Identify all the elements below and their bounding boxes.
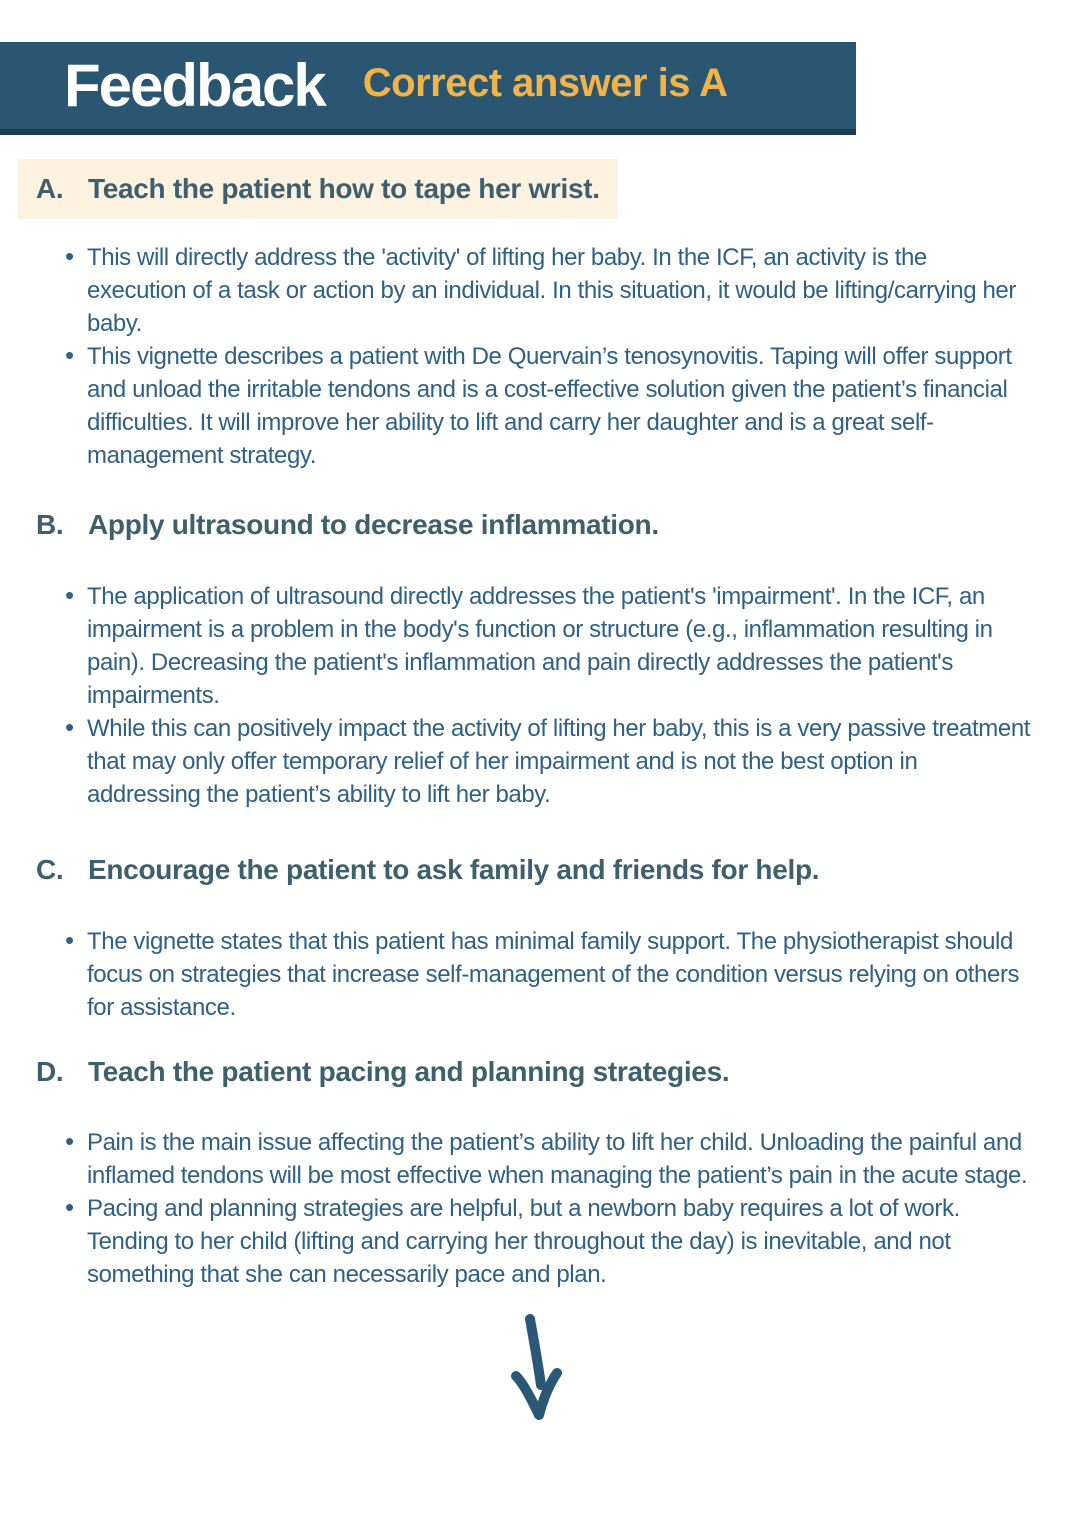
option-label: Encourage the patient to ask family and friends for help. xyxy=(88,854,820,885)
option-letter: B. xyxy=(36,509,64,540)
bullet-item: • This will directly address the 'activity' of lifting her baby. In the ICF, an activity is the execution of a task or action by an individual. In this situation, it would be lifting/carrying her baby. xyxy=(64,241,1032,340)
option-c-bullets xyxy=(64,925,1032,1024)
option-letter: C. xyxy=(36,854,64,885)
option-a-heading xyxy=(18,159,618,219)
option-letter: A. xyxy=(36,173,64,204)
option-c-section xyxy=(0,853,1080,1024)
bullet-item: • Pain is the main issue affecting the patient’s ability to lift her child. Unloading the painful and inflamed tendons will be most effective when managing the patient’s pain in the acute stage. xyxy=(64,1126,1032,1192)
bullet-item: • Pacing and planning strategies are helpful, but a newborn baby requires a lot of work. Tending to her child (lifting and carrying her throughout the day) is inevitable, and not something that she can necessarily pace and plan. xyxy=(64,1192,1032,1291)
option-label: Apply ultrasound to decrease inflammation. xyxy=(88,509,659,540)
option-d-bullets xyxy=(64,1126,1032,1291)
option-b-heading xyxy=(36,508,1080,542)
option-a-bullets xyxy=(64,241,1032,472)
bullet-item: • The vignette states that this patient has minimal family support. The physiotherapist should focus on strategies that increase self-management of the condition versus relying on others for assistance. xyxy=(64,925,1032,1024)
header-bar xyxy=(0,42,856,135)
option-a-section xyxy=(0,159,1080,472)
bullet-item: • This vignette describes a patient with De Quervain’s tenosynovitis. Taping will offer support and unload the irritable tendons and is a cost-effective solution given the patient’s financial difficulties. It will improve her ability to lift and carry her daughter and is a great self-management strategy. xyxy=(64,340,1032,472)
option-label: Teach the patient how to tape her wrist. xyxy=(88,173,600,204)
bullet-item: • While this can positively impact the activity of lifting her baby, this is a very passive treatment that may only offer temporary relief of her impairment and is not the best option in addressing the patient’s ability to lift her baby. xyxy=(64,712,1032,811)
option-d-section xyxy=(0,1055,1080,1291)
option-b-bullets xyxy=(64,580,1032,811)
down-arrow-icon xyxy=(0,1314,1080,1422)
option-d-heading xyxy=(36,1055,1080,1089)
option-letter: D. xyxy=(36,1056,64,1087)
bullet-item: • The application of ultrasound directly addresses the patient's 'impairment'. In the ICF, an impairment is a problem in the body's function or structure (e.g., inflammation resulting in pain). Decreasing the patient's inflammation and pain directly addresses the patient's impairments. xyxy=(64,580,1032,712)
page-title: Feedback xyxy=(64,52,325,119)
option-c-heading xyxy=(36,853,1080,887)
correct-answer-text: Correct answer is A xyxy=(362,61,728,105)
option-label: Teach the patient pacing and planning strategies. xyxy=(88,1056,730,1087)
option-b-section xyxy=(0,508,1080,811)
